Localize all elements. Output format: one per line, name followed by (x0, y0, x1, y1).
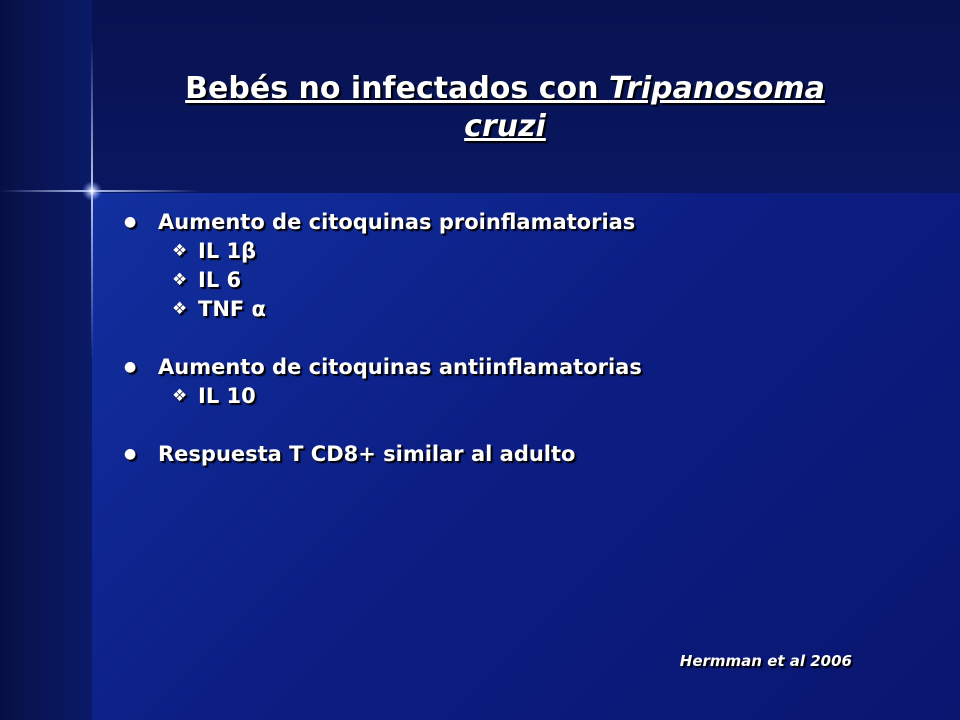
bullet-label: Respuesta T CD8+ similar al adulto (158, 442, 576, 466)
diamond-icon: ❖ (172, 270, 188, 290)
spacer (122, 411, 882, 440)
title-italic-text-2: cruzi (464, 109, 546, 144)
subitem (122, 266, 882, 295)
subitem-label: IL 1β (198, 239, 257, 263)
subitem (122, 295, 882, 324)
light-flare-core (82, 181, 102, 201)
diamond-icon: ❖ (172, 241, 188, 261)
bullet-dot-icon: ● (124, 446, 137, 462)
bullet-item-proinflammatory (122, 208, 882, 237)
background-left-band (0, 0, 92, 720)
subitem-label: TNF α (198, 297, 266, 321)
reference-citation: Hermman et al 2006 (679, 652, 852, 670)
diamond-icon: ❖ (172, 386, 188, 406)
subitem-label: IL 6 (198, 268, 242, 292)
subitem-label: IL 10 (198, 384, 256, 408)
diamond-icon: ❖ (172, 299, 188, 319)
bullet-item-cd8-response (122, 440, 882, 469)
subitem (122, 382, 882, 411)
title-italic-text-1: Tripanosoma (608, 71, 825, 106)
bullet-label: Aumento de citoquinas proinflamatorias (158, 210, 636, 234)
slide-title (150, 70, 860, 146)
bullet-list (122, 208, 882, 469)
bullet-dot-icon: ● (124, 359, 137, 375)
bullet-item-antiinflammatory (122, 353, 882, 382)
bullet-dot-icon: ● (124, 214, 137, 230)
subitem (122, 237, 882, 266)
title-plain-text: Bebés no infectados con (185, 71, 609, 106)
spacer (122, 324, 882, 353)
bullet-label: Aumento de citoquinas antiinflamatorias (158, 355, 642, 379)
